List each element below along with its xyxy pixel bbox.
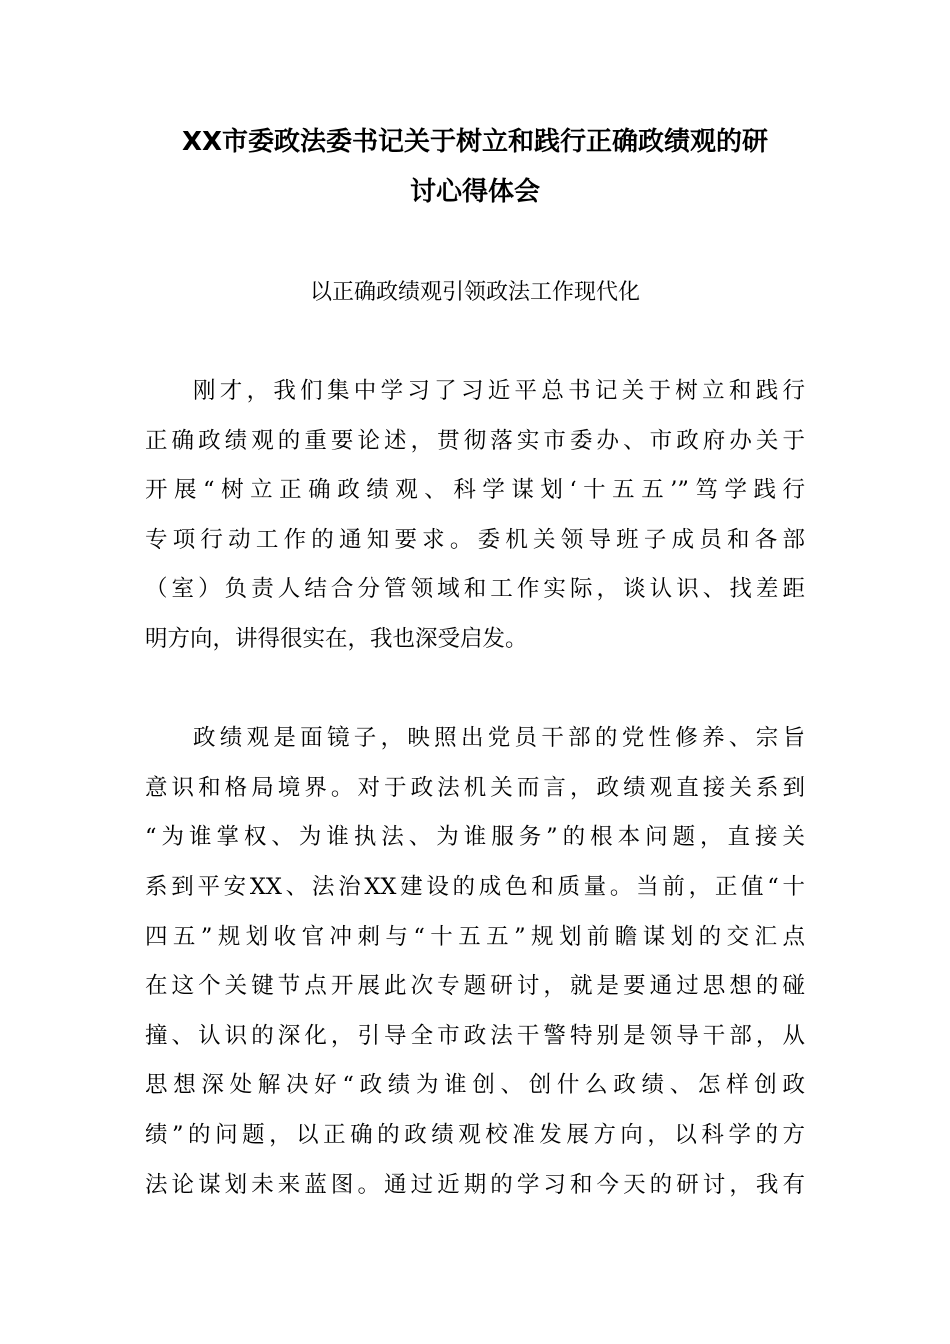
text-line: 在这个关键节点开展此次专题研讨，就是要通过思想的碰: [145, 973, 805, 1000]
text-line: 绩”的问题，以正确的政绩观校准发展方向，以科学的方: [145, 1121, 805, 1148]
text-line: 政绩观是面镜子，映照出党员干部的党性修养、宗旨: [193, 725, 805, 752]
text-line: 刚才，我们集中学习了习近平总书记关于树立和践行: [193, 378, 805, 404]
text-line: 专项行动工作的通知要求。委机关领导班子成员和各部: [145, 526, 805, 553]
text-line: （室）负责人结合分管领域和工作实际，谈认识、找差距: [145, 576, 805, 603]
paragraph-2: [145, 714, 805, 1210]
text-line: 法论谋划未来蓝图。通过近期的学习和今天的研讨，我有: [145, 1171, 805, 1198]
text-line: “为谁掌权、为谁执法、为谁服务”的根本问题，直接关: [145, 824, 805, 851]
text-line: 思想深处解决好“政绩为谁创、创什么政绩、怎样创政: [145, 1072, 805, 1099]
text-line: 正确政绩观的重要论述，贯彻落实市委办、市政府办关于: [145, 427, 805, 454]
document-title: [145, 117, 805, 217]
text-line: 开展“树立正确政绩观、科学谋划‘十五五’”笃学践行: [145, 477, 805, 504]
document-body: [145, 367, 805, 1260]
text-line: 系到平安XX、法治XX建设的成色和质量。当前，正值“十: [145, 873, 805, 900]
text-line: 意识和格局境界。对于政法机关而言，政绩观直接关系到: [145, 774, 805, 801]
text-line: 撞、认识的深化，引导全市政法干警特别是领导干部，从: [145, 1022, 805, 1049]
title-line-2: 讨心得体会: [409, 177, 540, 207]
title-line-1: XX市委政法委书记关于树立和践行正确政绩观的研: [181, 127, 769, 157]
text-line: 明方向，讲得很实在，我也深受启发。: [145, 625, 528, 652]
document-subtitle: 以正确政绩观引领政法工作现代化: [309, 280, 640, 305]
text-line: 四五”规划收官冲刺与“十五五”规划前瞻谋划的交汇点: [145, 923, 805, 950]
paragraph-1: [145, 367, 805, 665]
